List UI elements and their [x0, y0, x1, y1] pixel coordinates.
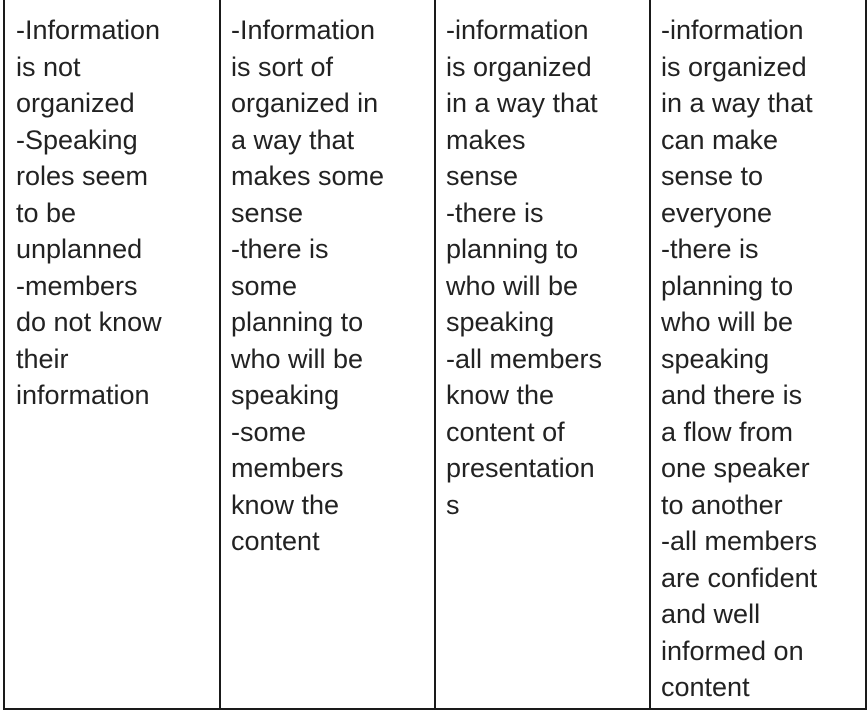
rubric-cell-line: in a way that — [446, 88, 598, 118]
rubric-cell-level-4 — [650, 0, 866, 709]
rubric-cell-line: speaking — [661, 343, 770, 374]
rubric-cell-line: to another — [661, 489, 783, 520]
rubric-cell-line: and there is — [661, 380, 803, 410]
rubric-cell-level-2 — [220, 0, 435, 709]
rubric-cell-line: -there is — [231, 234, 329, 264]
rubric-cell-line: some — [231, 270, 298, 301]
rubric-cell-line: planning to — [661, 270, 794, 301]
rubric-cell-line: presentation — [446, 453, 595, 483]
rubric-cell-line: information — [16, 380, 150, 410]
rubric-cell-line: members — [231, 453, 344, 483]
rubric-cell-level-3 — [435, 0, 650, 709]
rubric-cell-line: -Information — [231, 15, 376, 45]
rubric-cell-line: roles seem — [16, 161, 149, 191]
rubric-cell-line: is sort of — [231, 51, 334, 82]
rubric-cell-line: -information — [661, 15, 804, 45]
rubric-cell-line: content of — [446, 416, 565, 447]
rubric-cell-line: makes some — [231, 161, 385, 191]
rubric-cell-line: is organized — [661, 51, 807, 82]
rubric-row — [4, 0, 866, 709]
rubric-cell-line: -all members — [661, 526, 818, 556]
rubric-cell-line: content — [231, 526, 320, 556]
rubric-cell-line: do not know — [16, 307, 162, 337]
rubric-cell-line: sense to — [661, 161, 764, 191]
rubric-cell-line: -members — [16, 270, 138, 301]
rubric-table-body — [4, 0, 866, 709]
rubric-cell-line: -some — [231, 416, 307, 447]
rubric-cell-line: can make — [661, 124, 779, 155]
rubric-cell-line: unplanned — [16, 234, 143, 264]
rubric-cell-line: one speaker — [661, 453, 810, 483]
rubric-cell-line: -there is — [661, 234, 759, 264]
rubric-cell-line: planning to — [231, 307, 364, 337]
rubric-cell-line: a flow from — [661, 416, 794, 447]
rubric-cell-line: is organized — [446, 51, 592, 82]
rubric-cell-line: who will be — [446, 270, 579, 301]
rubric-cell-line: know the — [231, 489, 340, 520]
rubric-cell-line: planning to — [446, 234, 579, 264]
rubric-cell-line: -Information — [16, 15, 161, 45]
rubric-cell-line: know the — [446, 380, 555, 410]
rubric-cell-line: a way that — [231, 124, 355, 155]
rubric-cell-level-1 — [4, 0, 220, 709]
rubric-cell-line: content — [661, 672, 750, 702]
rubric-cell-line: and well — [661, 599, 761, 629]
rubric-cell-line: s — [446, 489, 460, 520]
rubric-cell-line: -information — [446, 15, 589, 45]
rubric-cell-line: who will be — [231, 343, 364, 374]
rubric-cell-line: speaking — [446, 307, 555, 337]
rubric-cell-line: organized in — [231, 88, 379, 118]
rubric-table — [3, 0, 867, 710]
rubric-cell-line: informed on — [661, 635, 804, 666]
rubric-cell-line: everyone — [661, 197, 773, 228]
rubric-cell-line: in a way that — [661, 88, 813, 118]
rubric-cell-line: speaking — [231, 380, 340, 410]
rubric-cell-line: their — [16, 343, 69, 374]
rubric-cell-line: makes — [446, 124, 526, 155]
rubric-cell-line: to be — [16, 197, 77, 228]
rubric-cell-line: are confident — [661, 562, 818, 593]
rubric-cell-line: -all members — [446, 343, 603, 374]
rubric-cell-line: is not — [16, 51, 81, 82]
rubric-cell-line: -there is — [446, 197, 544, 228]
rubric-cell-line: sense — [231, 197, 304, 228]
rubric-cell-line: -Speaking — [16, 124, 138, 155]
rubric-cell-line: sense — [446, 161, 519, 191]
rubric-cell-line: organized — [16, 88, 135, 118]
rubric-cell-line: who will be — [661, 307, 794, 337]
